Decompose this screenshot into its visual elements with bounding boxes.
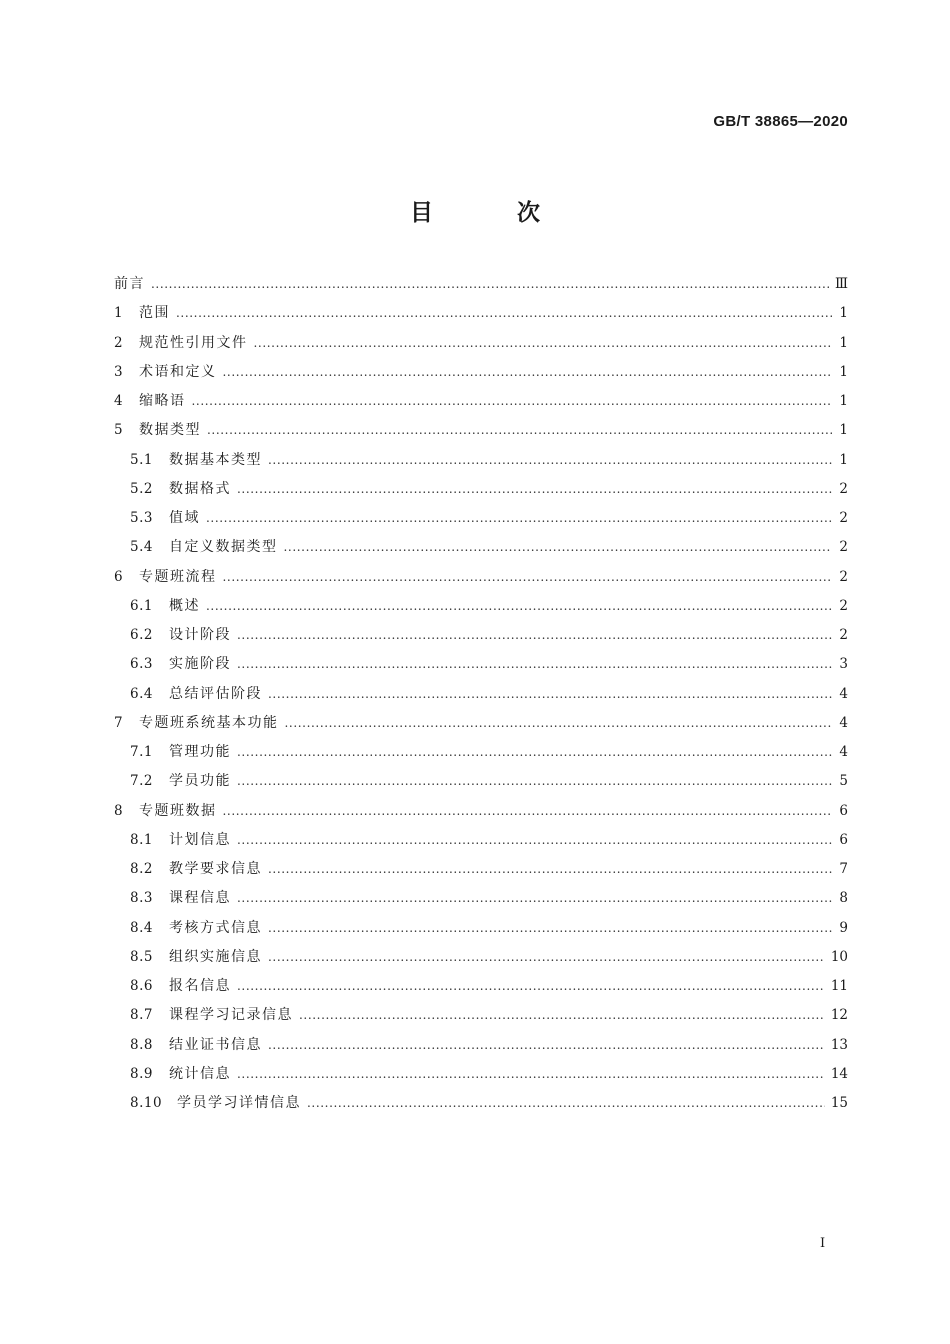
toc-entry-number: 5.3	[130, 510, 153, 526]
toc-entry[interactable]	[114, 914, 848, 943]
toc-entry-title: 数据基本类型	[169, 451, 262, 468]
toc-dot-leader	[284, 533, 833, 562]
toc-entry-title: 术语和定义	[139, 363, 217, 380]
toc-entry-page: 4	[839, 685, 848, 702]
toc-entry-number: 1	[114, 305, 124, 322]
toc-entry-title: 结业证书信息	[169, 1036, 262, 1053]
toc-entry-page: 8	[839, 890, 848, 907]
toc-entry-number: 4	[114, 393, 124, 409]
toc-entry-page: 3	[839, 656, 848, 673]
toc-entry-title: 数据类型	[139, 422, 201, 439]
toc-entry-page: 7	[839, 861, 848, 877]
toc-dot-leader	[192, 387, 833, 416]
toc-entry-number: 5	[114, 422, 124, 439]
toc-entry-page: 1	[839, 422, 848, 439]
toc-entry[interactable]	[114, 299, 848, 328]
toc-entry-title: 前言	[114, 276, 145, 292]
toc-entry-title: 值域	[169, 510, 200, 526]
toc-entry-page: 11	[830, 978, 848, 994]
toc-entry-title: 范围	[139, 305, 170, 322]
toc-entry-title: 课程学习记录信息	[169, 1007, 293, 1024]
toc-entry-page: 15	[830, 1095, 848, 1111]
toc-entry-page: 1	[839, 334, 848, 351]
toc-entry-title: 组织实施信息	[169, 948, 262, 965]
toc-entry-page: 2	[839, 568, 848, 585]
toc-entry-title: 专题班数据	[139, 802, 217, 819]
toc-entry[interactable]	[114, 709, 848, 738]
toc-dot-leader	[299, 1001, 825, 1030]
toc-entry[interactable]	[114, 416, 848, 445]
toc-entry-number: 3	[114, 363, 124, 380]
toc-dot-leader	[237, 972, 825, 1001]
toc-dot-leader	[285, 709, 833, 738]
toc-entry-number: 7.1	[130, 744, 153, 760]
standard-code: GB/T 38865—2020	[713, 113, 848, 130]
toc-entry[interactable]	[114, 621, 848, 650]
toc-entry-number: 5.1	[130, 451, 153, 468]
toc-entry-page: 1	[839, 305, 848, 322]
toc-entry-number: 7.2	[130, 773, 153, 790]
toc-entry[interactable]	[114, 1001, 848, 1030]
toc-dot-leader	[237, 1060, 825, 1089]
toc-entry[interactable]	[114, 943, 848, 972]
table-of-contents	[114, 270, 848, 1118]
toc-dot-leader	[268, 446, 832, 475]
toc-entry-title: 课程信息	[169, 890, 231, 907]
toc-entry-title: 设计阶段	[169, 627, 231, 643]
toc-entry-number: 7	[114, 714, 124, 731]
toc-dot-leader	[268, 914, 832, 943]
toc-entry-number: 8.7	[130, 1007, 153, 1024]
toc-entry-number: 5.2	[130, 480, 153, 497]
toc-entry-page: 9	[839, 919, 848, 936]
toc-dot-leader	[237, 621, 832, 650]
toc-entry-page: 12	[830, 1007, 848, 1024]
toc-entry[interactable]	[114, 1089, 848, 1118]
toc-entry[interactable]	[114, 1031, 848, 1060]
toc-entry-number: 8.2	[130, 861, 153, 877]
toc-entry[interactable]	[114, 972, 848, 1001]
toc-dot-leader	[206, 592, 832, 621]
toc-entry-title: 总结评估阶段	[169, 685, 262, 702]
toc-entry-title: 计划信息	[169, 831, 231, 848]
toc-entry[interactable]	[114, 826, 848, 855]
toc-entry[interactable]	[114, 680, 848, 709]
toc-entry-page: 2	[839, 510, 848, 526]
toc-dot-leader	[268, 680, 832, 709]
toc-entry-page: Ⅲ	[834, 276, 848, 292]
toc-entry-page: 6	[839, 802, 848, 819]
toc-entry-number: 6.1	[130, 597, 153, 614]
toc-dot-leader	[254, 329, 833, 358]
toc-entry-page: 4	[839, 744, 848, 760]
toc-entry-title: 教学要求信息	[169, 861, 262, 877]
toc-entry-page: 2	[839, 539, 848, 556]
toc-entry-page: 1	[839, 393, 848, 409]
toc-entry[interactable]	[114, 533, 848, 562]
toc-entry-title: 自定义数据类型	[169, 539, 278, 556]
toc-entry[interactable]	[114, 884, 848, 913]
toc-dot-leader	[268, 855, 832, 884]
toc-entry-title: 数据格式	[169, 480, 231, 497]
toc-entry-page: 1	[839, 451, 848, 468]
toc-entry-number: 8.8	[130, 1036, 153, 1053]
toc-entry[interactable]	[114, 797, 848, 826]
toc-entry[interactable]	[114, 767, 848, 796]
toc-entry-title: 实施阶段	[169, 656, 231, 673]
toc-dot-leader	[176, 299, 832, 328]
toc-entry-page: 10	[830, 948, 848, 965]
toc-entry-title: 专题班系统基本功能	[139, 714, 279, 731]
toc-dot-leader	[223, 563, 833, 592]
toc-entry[interactable]	[114, 358, 848, 387]
toc-entry[interactable]	[114, 738, 848, 767]
toc-dot-leader	[223, 358, 833, 387]
toc-dot-leader	[237, 738, 832, 767]
toc-entry-title: 规范性引用文件	[139, 334, 248, 351]
toc-entry-page: 2	[839, 597, 848, 614]
toc-entry-title: 概述	[169, 597, 200, 614]
toc-entry-title: 管理功能	[169, 744, 231, 760]
toc-dot-leader	[223, 797, 833, 826]
toc-entry-number: 8.4	[130, 919, 153, 936]
toc-entry-number: 6.3	[130, 656, 153, 673]
toc-entry-number: 6.2	[130, 627, 153, 643]
toc-entry-page: 5	[839, 773, 848, 790]
toc-entry-number: 8.3	[130, 890, 153, 907]
toc-entry-number: 5.4	[130, 539, 153, 556]
toc-entry-title: 学员功能	[169, 773, 231, 790]
toc-entry-number: 6.4	[130, 685, 153, 702]
toc-entry-title: 考核方式信息	[169, 919, 262, 936]
toc-entry-number: 8.10	[130, 1095, 163, 1111]
toc-entry-page: 13	[830, 1036, 848, 1053]
toc-entry-number: 8.9	[130, 1065, 153, 1082]
toc-entry-page: 2	[839, 480, 848, 497]
page-number: I	[820, 1236, 826, 1251]
toc-dot-leader	[237, 475, 832, 504]
toc-entry-number: 2	[114, 334, 124, 351]
toc-entry-number: 8.1	[130, 831, 153, 848]
toc-entry-number: 8.5	[130, 948, 153, 965]
toc-entry-page: 4	[839, 714, 848, 731]
toc-entry-page: 1	[839, 363, 848, 380]
toc-entry[interactable]	[114, 475, 848, 504]
toc-dot-leader	[237, 650, 832, 679]
toc-entry[interactable]	[114, 387, 848, 416]
toc-dot-leader	[237, 884, 832, 913]
toc-entry[interactable]	[114, 329, 848, 358]
toc-dot-leader	[307, 1089, 825, 1118]
toc-entry[interactable]	[114, 504, 848, 533]
toc-entry-title: 统计信息	[169, 1065, 231, 1082]
toc-entry-number: 8.6	[130, 978, 153, 994]
toc-dot-leader	[207, 416, 832, 445]
toc-entry-number: 8	[114, 802, 124, 819]
toc-dot-leader	[237, 826, 832, 855]
toc-dot-leader	[206, 504, 832, 533]
toc-entry-title: 专题班流程	[139, 568, 217, 585]
toc-entry-title: 缩略语	[139, 393, 186, 409]
toc-entry[interactable]	[114, 650, 848, 679]
toc-entry-page: 2	[839, 627, 848, 643]
toc-entry[interactable]	[114, 446, 848, 475]
toc-entry[interactable]	[114, 855, 848, 884]
toc-dot-leader	[268, 1031, 825, 1060]
toc-entry-number: 6	[114, 568, 124, 585]
toc-entry-page: 14	[830, 1065, 848, 1082]
toc-entry-title: 学员学习详情信息	[177, 1095, 301, 1111]
toc-dot-leader	[151, 270, 829, 299]
toc-entry[interactable]	[114, 563, 848, 592]
toc-entry-page: 6	[839, 831, 848, 848]
toc-entry[interactable]	[114, 592, 848, 621]
toc-dot-leader	[268, 943, 825, 972]
toc-dot-leader	[237, 767, 832, 796]
page-title: 目 次	[409, 200, 578, 226]
toc-entry-title: 报名信息	[169, 978, 231, 994]
toc-entry[interactable]	[114, 1060, 848, 1089]
toc-entry[interactable]	[114, 270, 848, 299]
